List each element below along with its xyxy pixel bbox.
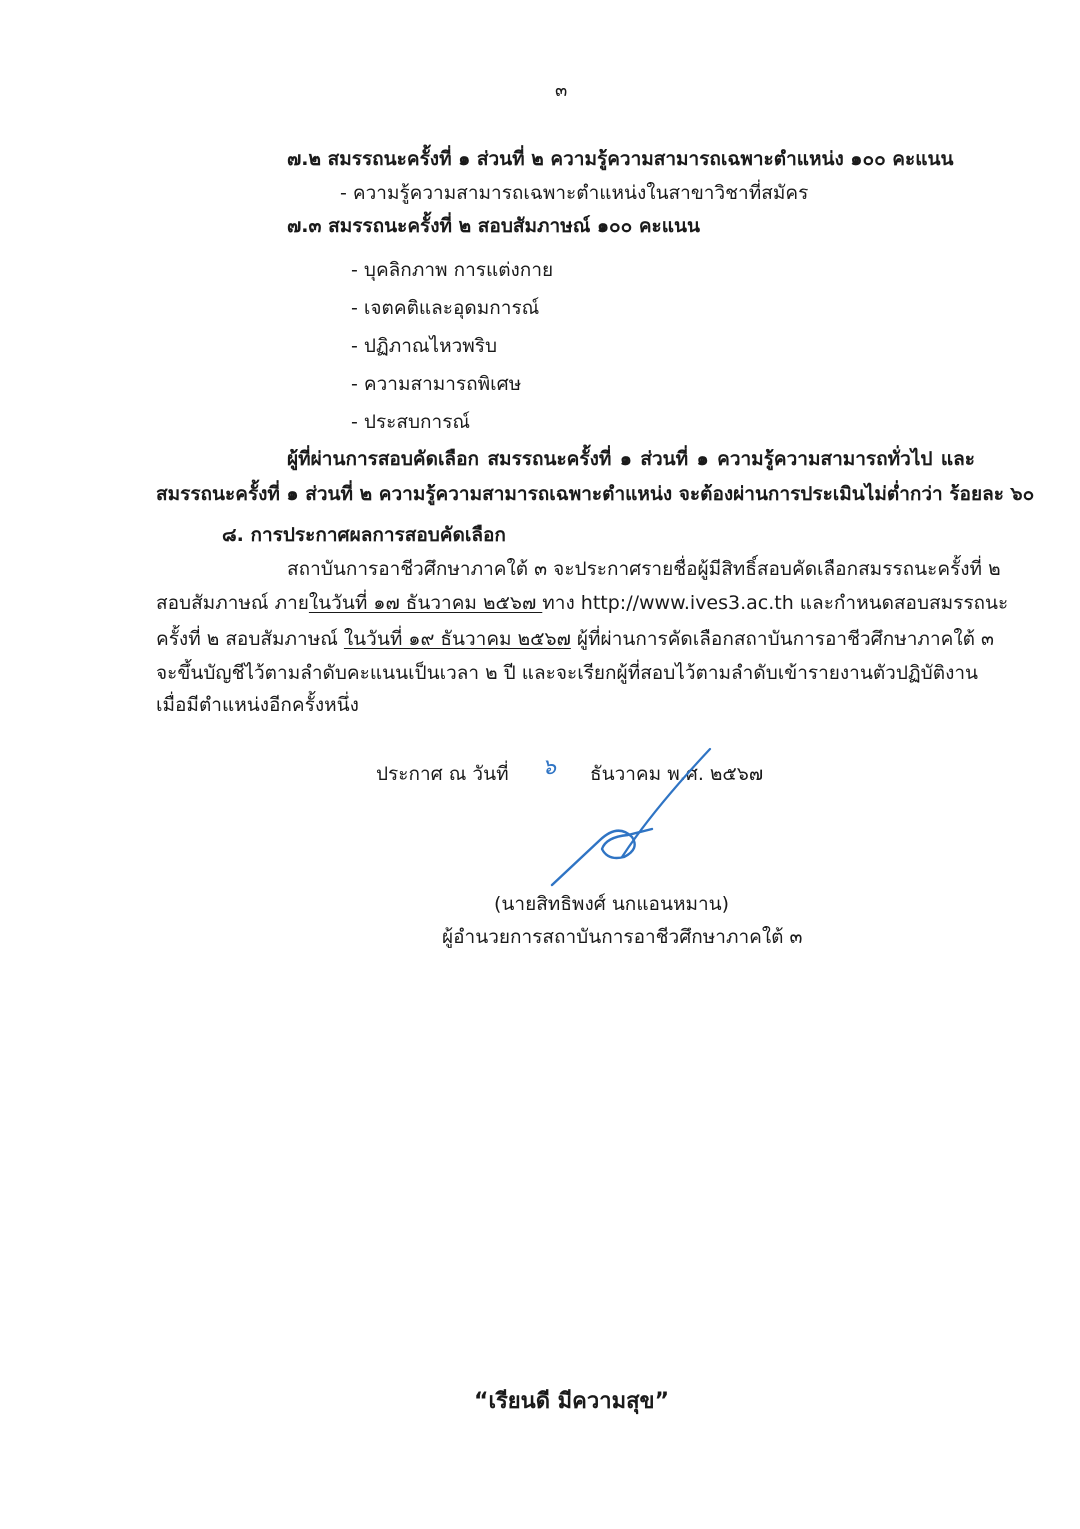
announcement-month-year: ธันวาคม พ.ศ. ๒๕๖๗: [590, 763, 764, 785]
section-8-line-2: [156, 591, 1009, 615]
motto: “เรียนดี มีความสุข”: [474, 1389, 670, 1414]
section-7-2-item: - ความรู้ความสามารถเฉพาะตำแหน่งในสาขาวิชาที่สมัคร: [340, 182, 809, 204]
interview-date: ในวันที่ ๑๙ ธันวาคม ๒๕๖๗: [343, 628, 571, 650]
section-8-line-2-prefix: สอบสัมภาษณ์ ภาย: [156, 592, 309, 614]
page-number: ๓: [555, 80, 568, 101]
list-item: - ความสามารถพิเศษ: [351, 373, 522, 395]
section-7-3-heading: ๗.๓ สมรรถนะครั้งที่ ๒ สอบสัมภาษณ์ ๑๐๐ คะแนน: [287, 215, 700, 237]
signature-image: [540, 745, 740, 890]
list-item: - บุคลิกภาพ การแต่งกาย: [351, 259, 554, 281]
section-7-2-heading: ๗.๒ สมรรถนะครั้งที่ ๑ ส่วนที่ ๒ ความรู้ความสามารถเฉพาะตำแหน่ง ๑๐๐ คะแนน: [287, 148, 954, 170]
section-8-line-3: [156, 627, 994, 651]
pass-criteria-line-1: ผู้ที่ผ่านการสอบคัดเลือก สมรรถนะครั้งที่ ๑ ส่วนที่ ๑ ความรู้ความสามารถทั่วไป และ: [287, 448, 975, 470]
list-item: - ประสบการณ์: [351, 411, 471, 433]
announcement-day-handwritten: ๖: [542, 755, 556, 780]
section-8-line-3-prefix: ครั้งที่ ๒ สอบสัมภาษณ์: [156, 628, 344, 650]
interview-list-date: ในวันที่ ๑๗ ธันวาคม ๒๕๖๗: [308, 592, 543, 614]
signatory-title: ผู้อำนวยการสถาบันการอาชีวศึกษาภาคใต้ ๓: [442, 926, 803, 948]
announcement-label: ประกาศ ณ วันที่: [376, 763, 509, 785]
list-item: - ปฏิภาณไหวพริบ: [351, 335, 498, 357]
signatory-name: (นายสิทธิพงศ์ นกแอนหมาน): [494, 893, 730, 915]
section-8-line-3-suffix: ผู้ที่ผ่านการคัดเลือกสถาบันการอาชีวศึกษาภาคใต้ ๓: [570, 628, 994, 650]
section-8-line-5: เมื่อมีตำแหน่งอีกครั้งหนึ่ง: [156, 694, 359, 716]
section-8-line-4: จะขึ้นบัญชีไว้ตามลำดับคะแนนเป็นเวลา ๒ ปี และจะเรียกผู้ที่สอบไว้ตามลำดับเข้ารายงานตัวปฏิบัติงาน: [156, 662, 979, 684]
pass-criteria-line-2: สมรรถนะครั้งที่ ๑ ส่วนที่ ๒ ความรู้ความสามารถเฉพาะตำแหน่ง จะต้องผ่านการประเมินไม่ต่ำกว่า ร้อยละ ๖๐: [156, 483, 1035, 505]
section-8-line-2-suffix: ทาง http://www.ives3.ac.th และกำหนดสอบสมรรถนะ: [542, 592, 1009, 614]
list-item: - เจตคติและอุดมการณ์: [351, 297, 540, 319]
section-8-line-1: สถาบันการอาชีวศึกษาภาคใต้ ๓ จะประกาศรายชื่อผู้มีสิทธิ์สอบคัดเลือกสมรรถนะครั้งที่ ๒: [287, 558, 1001, 580]
section-8-heading: ๘. การประกาศผลการสอบคัดเลือก: [222, 524, 506, 546]
